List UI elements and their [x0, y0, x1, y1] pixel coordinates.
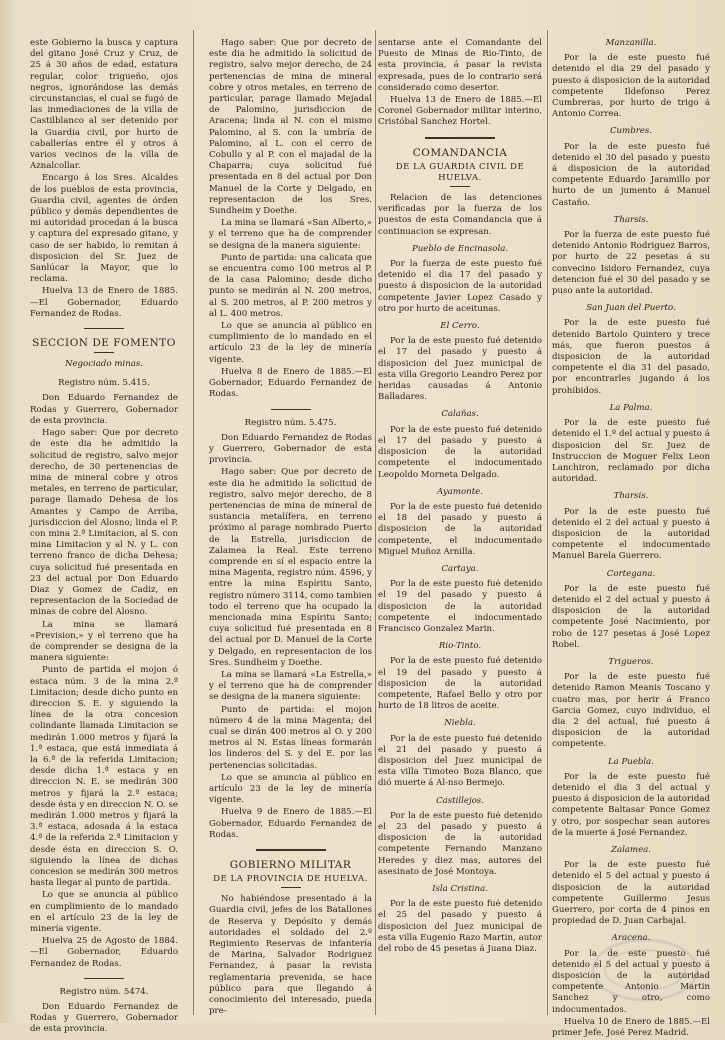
separator [271, 409, 311, 410]
registry-number: Registro núm. 5474. [59, 986, 149, 997]
paragraph: Hago saber: Que por decreto de este dia he admitido la solicitud de registro, salvo mejor derecho, de 8 pertenencias de mina de mineral de sustancia metalífera, en terreno próximo al parage nombrado Puerto de la Estrella, jurisdiccion de Zalamea la Real. Este terreno comprende en sí el espacio entre la mina Magenta, registro núm. 4596, y entre la mina Espíritu Santo, registro número 3114, como tambien todo el terreno que ha ocupado la mencionada mina Espíritu Santo; cuya solicitud fué presentada en 8 del actual por D. Manuel de la Corte y Delgado, en representacion de los Sres. Sundheim y Doethe. [209, 467, 372, 668]
section-subheading: DE LA GUARDIA CIVIL DE HUELVA. [395, 161, 525, 183]
paragraph: La mina se llamará «Prevision,» y el terreno que ha de comprender se designa de la manera siguiente: [30, 619, 178, 664]
signature: Huelva 10 de Enero de 1885.—El primer Jefe, José Perez Madrid. [552, 1016, 710, 1039]
paragraph: Don Eduardo Fernandez de Rodas y Guerrero, Gobernador de esta provincia. [30, 1002, 178, 1035]
paragraph: sentarse ante el Comandante del Puesto de Minas de Rio-Tinto, de esta provincia, á pasar la revista expresada, pues de lo contrario será considerado como desertor. [378, 38, 542, 93]
paragraph: Por la de este puesto fué detenido el dia 29 del pasado y puesto á disposicion de la autoridad competente Ildefonso Perez Cumbreras, por hurto de trigo á Antonio Correa. [552, 53, 710, 120]
registry-number: Registro núm. 5.475. [244, 417, 337, 428]
paragraph: La mina se llamará «San Alberto,» y el terreno que ha de comprender se designa de la manera siguiente: [209, 218, 372, 251]
paragraph: Punto de partida el mojon ó estaca núm. 3 de la mina 2.ª Limitacion; desde dicho punto en direccion S. E. y siguiendo la línea de la otra concesion colindante llamada Limitacion se medirán 1.000 metros y fijará la 1.ª estaca, que está inmediata á la 6.ª de la referida Limitacion; desde dicha 1.ª estaca y en direccion N. E. se medirán 300 metros y fijará la 2.ª estaca; desde ésta y en direccion N. O. se medirán 1.000 metros y fijará la 3.ª estaca, adosada á la estaca 4.ª de la referida 2.ª Limitacion y desde ésta en direccion S. O. siguiendo la línea de dichas concesion se medirán 300 metros hasta llegar al punto de partida. [30, 665, 178, 889]
paragraph: Lo que se anuncia al público en artículo 23 de la ley de minería vigente. [209, 772, 372, 806]
paragraph: Por la de este puesto fué detenido el 21 del pasado y puesto á disposicion del Juez municipal de esta villa Timoteo Boza Blanco, que dió muerte á Al-nso Bermejo. [378, 733, 542, 789]
town-heading: Zalamea. [610, 845, 652, 855]
paragraph: Por la de este puesto fué detenido el 2 del actual y puesto á disposicion de la autoridad competente José Nacimiento, por robo de 127 pesetas á José Lopez Robel. [552, 583, 710, 650]
town-heading: Cartaya. [441, 563, 479, 574]
signature: Huelva 8 de Enero de 1885.—El Gobernador, Eduardo Fernandez de Rodas. [209, 366, 372, 400]
separator [425, 137, 495, 139]
signature: Huelva 13 de Enero de 1885.—El Coronel Gobernador militar interino, Cristóbal Sanchez Hortel. [378, 95, 542, 128]
town-heading: Cumbres. [609, 126, 653, 137]
section-heading: GOBIERNO MILITAR [229, 859, 352, 872]
paragraph: Punto de partida: el mojon número 4 de la mina Magenta; del cual se dirán 400 metros al O. y 200 metros al N. Estas líneas formarán los linderos del S. y del E. por las pertenencias solicitadas. [209, 704, 372, 771]
town-heading: Pueblo de Encinasola. [411, 243, 509, 254]
town-heading: Castillejos. [436, 795, 484, 806]
town-heading: Niebla. [444, 718, 476, 729]
paragraph: Por la de este puesto fué detenido Ramon Meanis Toscano y cuatro mas, por herir á Franco Garcia Gomez, cuyo individuo, el dia 2 del actual, fué puesto á disposicion de la autoridad competente. [552, 672, 710, 750]
paragraph: Don Eduardo Fernandez de Rodas y Guerrero, Gobernador de esta provincia. [30, 393, 178, 426]
column-rule [193, 30, 194, 1015]
paragraph: Encargo á los Sres. Alcaldes de los pueblos de esta provincia, Guardia civil, agentes de órden público y demás dependientes de mi autoridad procedan á la busca y captura del expresado gitano, y caso de ser habido, lo remitan á disposicion del Sr. Juez de Sanlúcar la Mayor, que lo reclama. [30, 173, 178, 285]
town-heading: Aracena. [611, 933, 651, 944]
paragraph: No habiéndose presentado á la Guardia civil, jefes de los Batallones de Reserva y Depósito y demás autoridades el soldado del 2.º Regimiento Reservas de infantería de Marina, Salvador Rodriguez Fernandez, á pasar la revista reglamentaria prevenida, se hace público para que llegando á conocimiento del interesado, pueda pre- [209, 894, 372, 1017]
paragraph: Lo que se anuncia al público en cumplimiento de lo mandado en el artículo 23 de la ley de minería vigente. [209, 321, 372, 365]
paragraph: Por la de este puesto fué detenido el 19 del pasado y puesto á disposicion de la autoridad competente el indocumentado Francisco Gonzalez Marin. [378, 579, 542, 634]
paragraph: Por la de este puesto fué detenido Bartolo Quintero y trece más, que fueron puestos á disposicion de la autoridad competente el dia 31 del pasado, por encontrarles jugando á los prohibidos. [552, 318, 710, 396]
section-heading: COMANDANCIA [412, 146, 508, 159]
column-2 [209, 38, 372, 1018]
paragraph: La mina se llamará «La Estrella,» y el terreno que ha de comprender se designa de la manera siguiente: [209, 669, 372, 703]
separator [281, 887, 301, 888]
town-heading: Manzanilla. [605, 38, 657, 48]
paragraph: Hago saber: Que por decreto de este dia he admitido la solicitud de registro, salvo mejor derecho, de 24 pertenencias de mina de mineral cobre y otros metales, en terreno de particular, parage llamado Mejadal de Palomino, jurisdiccion de Aracena; linda al N. con el mismo Palomino, al S. con la umbría de Palomino, al L. con el cerro de Cobullo y al P. con el majadal de la Chaparra; cuya solicitud fué presentada en 8 del actual por Don Manuel de la Corte y Delgado, en representacion de los Sres. Sundheim y Doethe. [209, 38, 372, 217]
town-heading: Rio-Tinto. [438, 641, 482, 652]
subheading: Negociado minas. [64, 359, 144, 370]
column-rule [547, 30, 548, 1015]
library-stamp-watermark [590, 935, 700, 1005]
paragraph: Por la de este puesto fué detenido el 25 del pasado y puesto á disposicion del Juez municipal de esta villa Eugenio Razo Martin, autor del robo de 45 pesetas á Juana Diaz. [378, 899, 542, 955]
column-3 [378, 38, 542, 956]
paragraph: Por la de este puesto fué detenido el 17 del pasado y puesto á disposicion de la autoridad competente el indocumentado Leopoldo Morneta Delgado. [378, 424, 542, 480]
paragraph: Relacion de las detenciones verificadas por la fuerza de los puestos de esta Comandancia que á continuacion se expresan. [378, 193, 542, 237]
paragraph: este Gobierno la busca y captura del gitano José Cruz y Cruz, de 25 á 30 años de edad, estatura regular, color trigueño, ojos negros, ignorándose las demás circunstancias, el cual se fugó de las inmediaciones de la villa de Castilblanco al ser detenido por la Guardia civil, por hurto de caballerías entre él y otros á varios vecinos de la villa de Aznalcollar. [30, 38, 178, 172]
separator [84, 978, 124, 979]
town-heading: Cortegana. [606, 568, 656, 579]
town-heading: Calañas. [441, 409, 479, 420]
separator [256, 849, 326, 851]
town-heading: Tharsis. [613, 214, 649, 225]
town-heading: La Puebla. [607, 756, 655, 767]
section-subheading: DE LA PROVINCIA DE HUELVA. [213, 874, 368, 885]
paragraph: Por la de este puesto fué detenido el 5 del actual y puesto á disposicion de la autoridad competente Guillermo Jesus Guerrero, por corta de 4 pinos en propiedad de D. Juan Carbajal. [552, 860, 710, 927]
paragraph: Don Eduardo Fernandez de Rodas y Guerrero, Gobernador de esta provincia. [209, 432, 372, 466]
paragraph: Por la fuerza de este puesto fué detenido el dia 17 del pasado y puesto á disposicion de la autoridad competente Javier Lopez Casado y otro por hurto de aceitunas. [378, 259, 542, 314]
signature: Huelva 25 de Agosto de 1884.—El Gobernador, Eduardo Fernandez de Rodas. [30, 936, 178, 969]
paragraph: Por la de este puesto fué detenido el 19 del pasado y puesto á disposicion de la autoridad competente, Rafael Bello y otro por hurto de 18 litros de aceite. [378, 656, 542, 712]
paragraph: Por la de este puesto fué detenido el 30 del pasado y puesto á disposicion de la autoridad competente Eduardo Jaramillo por hurto de un jumento á Manuel Castaño. [552, 141, 710, 208]
column-rule [375, 30, 376, 1015]
paragraph: Por la de este puesto fué detenido el 23 del pasado y puesto á disposicion de la autoridad competente Fernando Manzano Heredes y diez mas, autores del asesinato de José Montoya. [378, 810, 542, 877]
column-1 [30, 38, 178, 1037]
signature: Huelva 13 de Enero de 1885. —El Gobernador, Eduardo Fernandez de Rodas. [30, 286, 178, 319]
town-heading: Ayamonte. [437, 486, 483, 497]
paragraph: Lo que se anuncia al público en cumplimiento de lo mandado en el artículo 23 de la ley de minería vigente. [30, 890, 178, 935]
paragraph: Por la de este puesto fué detenido el 2 del actual y puesto á disposicion de la autoridad competente el indocumentado Manuel Barela Guerrero. [552, 506, 710, 562]
separator [84, 328, 124, 329]
town-heading: Tharsis. [613, 491, 649, 502]
paragraph: Por la fuerza de este puesto fué detenido Antonio Rodriguez Barros, por hurto de 22 pesetas á su convecino Isidoro Fernandez, cuya detencion fué el 30 del pasado y se puso ante la autoridad. [552, 230, 710, 297]
town-heading: Isla Cristina. [432, 884, 488, 894]
paragraph: Por la de este puesto fué detenido el 5 del actual y puesto á disposicion de la autoridad competente Antonio Martin Sanchez y otro, como indocumentados. [552, 948, 710, 1015]
registry-number: Registro núm. 5.415. [58, 378, 150, 389]
signature: Huelva 9 de Enero de 1885.—El Gobernador, Eduardo Fernandez de Rodas. [209, 807, 372, 840]
town-heading: El Cerro. [440, 321, 480, 332]
column-4 [552, 38, 710, 1040]
town-heading: Trigueros. [608, 656, 654, 667]
paragraph: Por la de este puesto fué detenido el 18 del pasado y puesto á disposicion de la autoridad competente, el indocumentado Miguel Muñoz Arnilla. [378, 501, 542, 557]
paragraph: Punto de partida: una calicata que se encuentra como 100 metros al P. de la casa Palomino; desde dicho punto se medirán al N. 200 metros, al S. 200 metros, al P. 200 metros y al L. 400 metros. [209, 252, 372, 319]
paragraph: Por la de este puesto fué detenido el dia 3 del actual y puesto á disposicion de la autoridad competente Baltasar Ponce Gomez y otro, por sospechar sean autores de la muerte á José Fernandez. [552, 771, 710, 838]
town-heading: La Palma. [609, 402, 653, 413]
paragraph: Hago saber: Que por decreto de este dia he admitido la solicitud de registro, salvo mejor derecho, de 30 pertenencias de mina de mineral cobre y otros metales, en terreno de particular, parage llamado Dehesa de los Amantes y Campo de Arriba, jurisdiccion del Alosno; linda el P. con mina 2.ª Limitacion, al S. con mina Limitacion y al N. y L. con terreno franco de dicha Dehesa; cuya solicitud fué presentada en 23 del actual por Don Eduardo Diaz y Gomez de Cadiz, en representacion de la Sociedad de minas de cobre del Alosno. [30, 428, 178, 618]
separator [450, 186, 470, 187]
separator [94, 352, 114, 353]
town-heading: San Juan del Puerto. [586, 303, 676, 314]
paragraph: Por la de este puesto fué detenido el 1.º del actual y puesto á disposicion del Sr. Juez de Instruccion de Moguer Felix Leon Lanchiron, reclamado por dicha autoridad. [552, 418, 710, 485]
section-heading: SECCION DE FOMENTO [32, 337, 176, 350]
paragraph: Por la de este puesto fué detenido el 17 del pasado y puesto á disposicion del Juez municipal de esta villa Gregorio Leandro Perez por heridas causadas á Antonio Balladares. [378, 336, 542, 403]
